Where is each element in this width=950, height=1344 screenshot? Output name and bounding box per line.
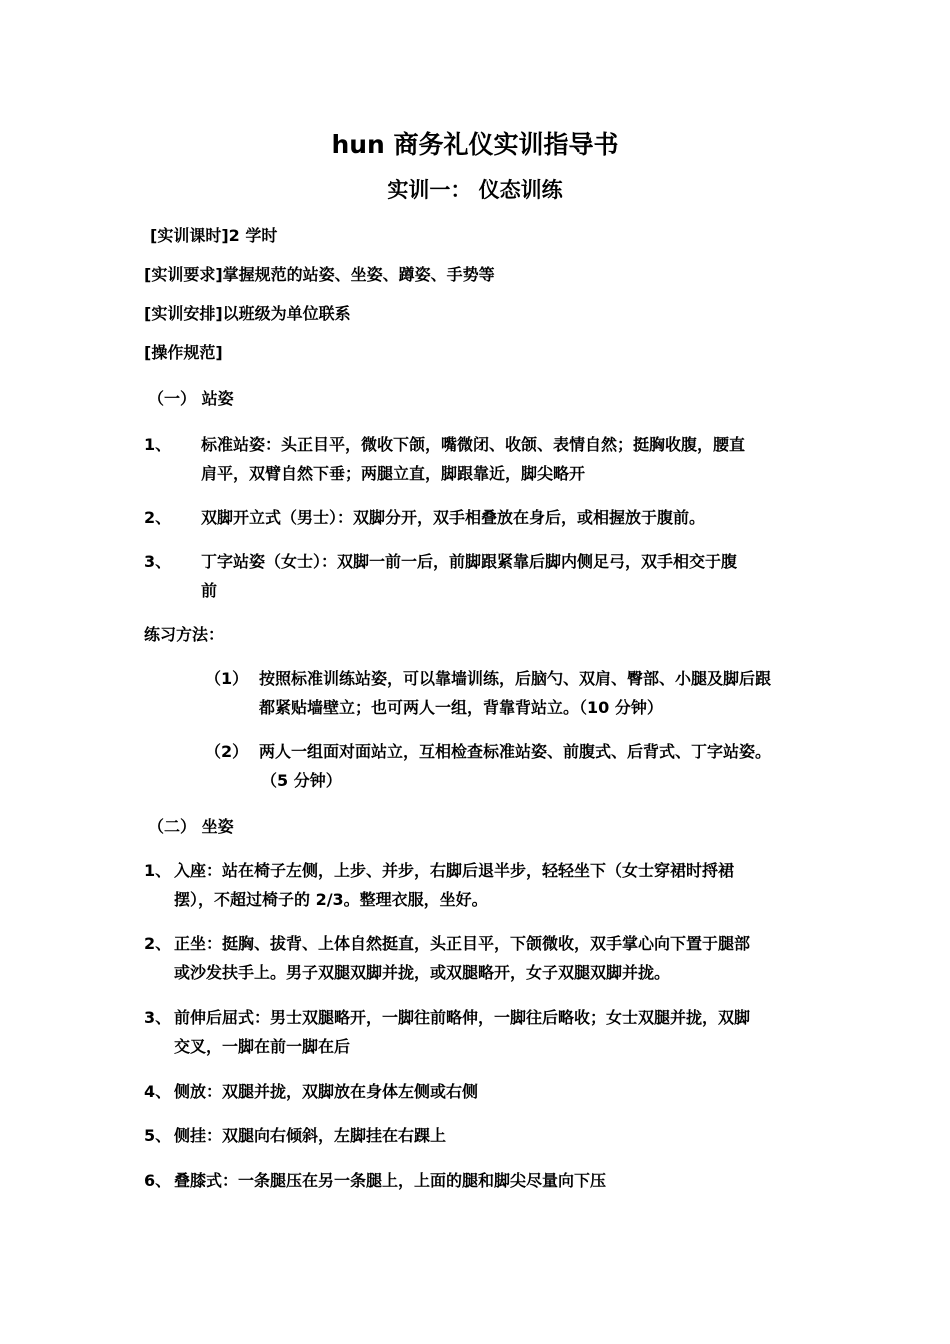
item-line: 叠膝式：一条腿压在另一条腿上，上面的腿和脚尖尽量向下压 <box>174 1171 607 1190</box>
practice-number: （2） <box>205 742 249 761</box>
practice-line: （5 分钟） <box>261 771 342 790</box>
item-line: 侧放：双腿并拢，双脚放在身体左侧或右侧 <box>174 1082 479 1101</box>
class-hours: [实训课时]2 学时 <box>150 226 278 245</box>
item-number: 3、 <box>144 552 172 571</box>
item-number: 2、 <box>144 508 172 527</box>
document-title: hun 商务礼仪实训指导书 <box>331 130 619 159</box>
item-number: 3、 <box>144 1008 172 1027</box>
item-text <box>201 430 745 488</box>
item-line: 或沙发扶手上。男子双腿双脚并拢，或双腿略开，女子双腿双脚并拢。 <box>174 963 671 982</box>
practice-label: 练习方法： <box>144 625 225 644</box>
item-line: 前 <box>201 581 218 600</box>
norms-heading: [操作规范] <box>144 343 223 362</box>
item-number: 5、 <box>144 1126 172 1145</box>
practice-line: 按照标准训练站姿，可以靠墙训练，后脑勺、双肩、臀部、小腿及脚后跟 <box>259 669 772 688</box>
item-text <box>174 1121 446 1150</box>
item-text <box>201 547 737 605</box>
practice-text <box>259 664 771 722</box>
item-line: 入座：站在椅子左侧，上步、并步，右脚后退半步，轻轻坐下（女士穿裙时捋裙 <box>174 861 735 880</box>
item-line: 交叉，一脚在前一脚在后 <box>174 1037 351 1056</box>
item-line: 前伸后屈式：男士双腿略开，一脚往前略伸，一脚往后略收；女士双腿并拢，双脚 <box>174 1008 751 1027</box>
item-text <box>201 503 705 532</box>
item-number: 6、 <box>144 1171 172 1190</box>
item-number: 1、 <box>144 435 172 454</box>
practice-line: 都紧贴墙壁立；也可两人一组，背靠背站立。（10 分钟） <box>259 698 663 717</box>
item-text <box>174 1077 478 1106</box>
item-number: 1、 <box>144 861 172 880</box>
arrangement: [实训安排]以班级为单位联系 <box>144 304 351 323</box>
item-line: 标准站姿：头正目平，微收下颌，嘴微闭、收颌、表情自然；挺胸收腹，腰直 <box>201 435 746 454</box>
practice-number: （1） <box>205 669 249 688</box>
section2-heading: （二） 坐姿 <box>148 817 234 836</box>
requirements: [实训要求]掌握规范的站姿、坐姿、蹲姿、手势等 <box>144 265 495 284</box>
item-text <box>174 1003 750 1061</box>
document-subtitle: 实训一： 仪态训练 <box>387 178 563 202</box>
item-text <box>174 1166 606 1195</box>
item-text <box>174 929 750 987</box>
section1-heading: （一） 站姿 <box>148 389 234 408</box>
item-line: 侧挂：双腿向右倾斜，左脚挂在右踝上 <box>174 1126 447 1145</box>
item-line: 正坐：挺胸、拔背、上体自然挺直，头正目平，下颌微收，双手掌心向下置于腿部 <box>174 934 751 953</box>
item-line: 肩平，双臂自然下垂；两腿立直，脚跟靠近，脚尖略开 <box>201 464 586 483</box>
item-number: 2、 <box>144 934 172 953</box>
item-line: 丁字站姿（女士）：双脚一前一后，前脚跟紧靠后脚内侧足弓，双手相交于腹 <box>201 552 738 571</box>
item-line: 双脚开立式（男士）：双脚分开，双手相叠放在身后，或相握放于腹前。 <box>201 508 706 527</box>
item-text <box>174 856 734 914</box>
item-line: 摆），不超过椅子的 2/3。整理衣服，坐好。 <box>174 890 488 909</box>
practice-line: 两人一组面对面站立，互相检查标准站姿、前腹式、后背式、丁字站姿。 <box>259 742 772 761</box>
practice-text <box>259 737 771 795</box>
item-number: 4、 <box>144 1082 172 1101</box>
